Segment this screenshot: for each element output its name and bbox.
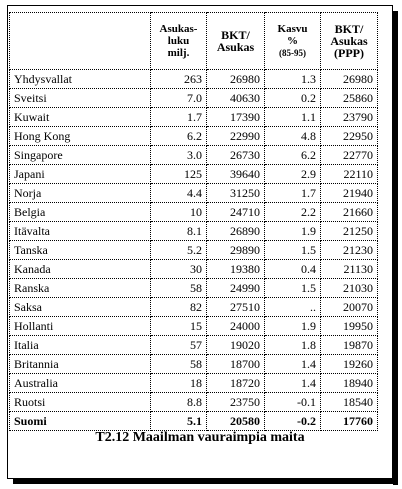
cell-ppp: 21030 (321, 279, 378, 298)
cell-pop: 7.0 (151, 89, 207, 108)
cell-gdp: 31250 (207, 184, 265, 203)
cell-growth: 0.2 (265, 89, 321, 108)
cell-growth: 1.7 (265, 184, 321, 203)
cell-pop: 8.1 (151, 222, 207, 241)
cell-gdp: 26730 (207, 146, 265, 165)
table-row (10, 412, 378, 431)
cell-gdp: 26890 (207, 222, 265, 241)
header-ppp-line1: BKT/ (334, 22, 364, 36)
header-growth-line3: (85-95) (279, 48, 306, 58)
cell-pop: 58 (151, 355, 207, 374)
table-row (10, 260, 378, 279)
cell-ppp: 26980 (321, 70, 378, 89)
cell-pop: 82 (151, 298, 207, 317)
cell-pop: 263 (151, 70, 207, 89)
cell-growth: 1.8 (265, 336, 321, 355)
table-row (10, 336, 378, 355)
header-growth-line2: % (287, 35, 298, 47)
header-growth (265, 13, 321, 70)
cell-pop: 58 (151, 279, 207, 298)
cell-gdp: 39640 (207, 165, 265, 184)
table-row (10, 222, 378, 241)
cell-country: Belgia (10, 203, 151, 222)
cell-gdp: 24710 (207, 203, 265, 222)
cell-growth: 1.5 (265, 279, 321, 298)
cell-gdp: 20580 (207, 412, 265, 431)
header-pop-line1: Asukas- (159, 23, 198, 35)
table-row (10, 165, 378, 184)
header-growth-line1: Kasvu (277, 23, 308, 35)
header-population (151, 13, 207, 70)
cell-ppp: 21250 (321, 222, 378, 241)
table-row (10, 279, 378, 298)
frame-shadow-right (393, 11, 398, 485)
header-country (10, 13, 151, 70)
table-row (10, 317, 378, 336)
cell-ppp: 22770 (321, 146, 378, 165)
header-pop-line2: luku (167, 35, 190, 47)
cell-country: Hong Kong (10, 127, 151, 146)
cell-gdp: 24990 (207, 279, 265, 298)
cell-country: Kuwait (10, 108, 151, 127)
cell-growth: 1.1 (265, 108, 321, 127)
cell-pop: 18 (151, 374, 207, 393)
cell-pop: 4.4 (151, 184, 207, 203)
cell-country: Singapore (10, 146, 151, 165)
cell-ppp: 21660 (321, 203, 378, 222)
cell-country: Norja (10, 184, 151, 203)
cell-growth: 0.4 (265, 260, 321, 279)
cell-pop: 1.7 (151, 108, 207, 127)
header-pop-line3: milj. (167, 47, 190, 59)
cell-country: Sveitsi (10, 89, 151, 108)
table-row (10, 298, 378, 317)
cell-growth: 4.8 (265, 127, 321, 146)
table-row (10, 203, 378, 222)
cell-growth: .. (265, 298, 321, 317)
cell-country: Kanada (10, 260, 151, 279)
cell-ppp: 25860 (321, 89, 378, 108)
header-gdp-line2: Asukas (216, 40, 255, 54)
cell-country: Tanska (10, 241, 151, 260)
cell-ppp: 19950 (321, 317, 378, 336)
table-row (10, 89, 378, 108)
cell-gdp: 19380 (207, 260, 265, 279)
data-table (9, 12, 378, 431)
cell-pop: 5.2 (151, 241, 207, 260)
cell-growth: 1.9 (265, 222, 321, 241)
cell-ppp: 21230 (321, 241, 378, 260)
header-gdp (207, 13, 265, 70)
table-caption: T2.12 Maailman vauraimpia maita (95, 430, 305, 445)
table-row (10, 355, 378, 374)
cell-ppp: 18540 (321, 393, 378, 412)
cell-growth: 1.3 (265, 70, 321, 89)
cell-country: Ruotsi (10, 393, 151, 412)
cell-ppp: 23790 (321, 108, 378, 127)
cell-growth: 2.9 (265, 165, 321, 184)
cell-ppp: 22110 (321, 165, 378, 184)
cell-growth: 2.2 (265, 203, 321, 222)
cell-gdp: 26980 (207, 70, 265, 89)
cell-country: Italia (10, 336, 151, 355)
cell-country: Australia (10, 374, 151, 393)
cell-pop: 6.2 (151, 127, 207, 146)
cell-growth: -0.2 (265, 412, 321, 431)
header-row (10, 13, 378, 70)
cell-ppp: 19870 (321, 336, 378, 355)
cell-growth: 1.9 (265, 317, 321, 336)
cell-ppp: 22950 (321, 127, 378, 146)
header-gdp-line1: BKT/ (221, 28, 250, 42)
cell-country: Ranska (10, 279, 151, 298)
table-row (10, 108, 378, 127)
cell-ppp: 21940 (321, 184, 378, 203)
header-ppp-line2: Asukas (330, 34, 368, 48)
cell-gdp: 23750 (207, 393, 265, 412)
cell-gdp: 27510 (207, 298, 265, 317)
cell-growth: 1.4 (265, 374, 321, 393)
cell-pop: 8.8 (151, 393, 207, 412)
cell-pop: 5.1 (151, 412, 207, 431)
cell-pop: 10 (151, 203, 207, 222)
cell-pop: 57 (151, 336, 207, 355)
cell-gdp: 17390 (207, 108, 265, 127)
cell-country: Suomi (10, 412, 151, 431)
table-row (10, 184, 378, 203)
cell-pop: 15 (151, 317, 207, 336)
table-row (10, 127, 378, 146)
cell-gdp: 19020 (207, 336, 265, 355)
cell-country: Saksa (10, 298, 151, 317)
cell-pop: 30 (151, 260, 207, 279)
cell-gdp: 24000 (207, 317, 265, 336)
cell-country: Britannia (10, 355, 151, 374)
cell-pop: 125 (151, 165, 207, 184)
cell-gdp: 29890 (207, 241, 265, 260)
cell-ppp: 18940 (321, 374, 378, 393)
header-ppp-line3: (PPP) (334, 46, 364, 60)
table-row (10, 241, 378, 260)
cell-gdp: 22990 (207, 127, 265, 146)
table-row (10, 70, 378, 89)
cell-country: Japani (10, 165, 151, 184)
table-row (10, 374, 378, 393)
cell-gdp: 18720 (207, 374, 265, 393)
cell-gdp: 18700 (207, 355, 265, 374)
table-row (10, 146, 378, 165)
cell-ppp: 19260 (321, 355, 378, 374)
cell-growth: 1.4 (265, 355, 321, 374)
header-ppp (321, 13, 378, 70)
cell-growth: -0.1 (265, 393, 321, 412)
cell-ppp: 21130 (321, 260, 378, 279)
cell-growth: 6.2 (265, 146, 321, 165)
cell-ppp: 20070 (321, 298, 378, 317)
cell-pop: 3.0 (151, 146, 207, 165)
table-row (10, 393, 378, 412)
cell-gdp: 40630 (207, 89, 265, 108)
cell-ppp: 17760 (321, 412, 378, 431)
cell-growth: 1.5 (265, 241, 321, 260)
cell-country: Hollanti (10, 317, 151, 336)
cell-country: Itävalta (10, 222, 151, 241)
cell-country: Yhdysvallat (10, 70, 151, 89)
frame-shadow-bottom (13, 479, 398, 484)
